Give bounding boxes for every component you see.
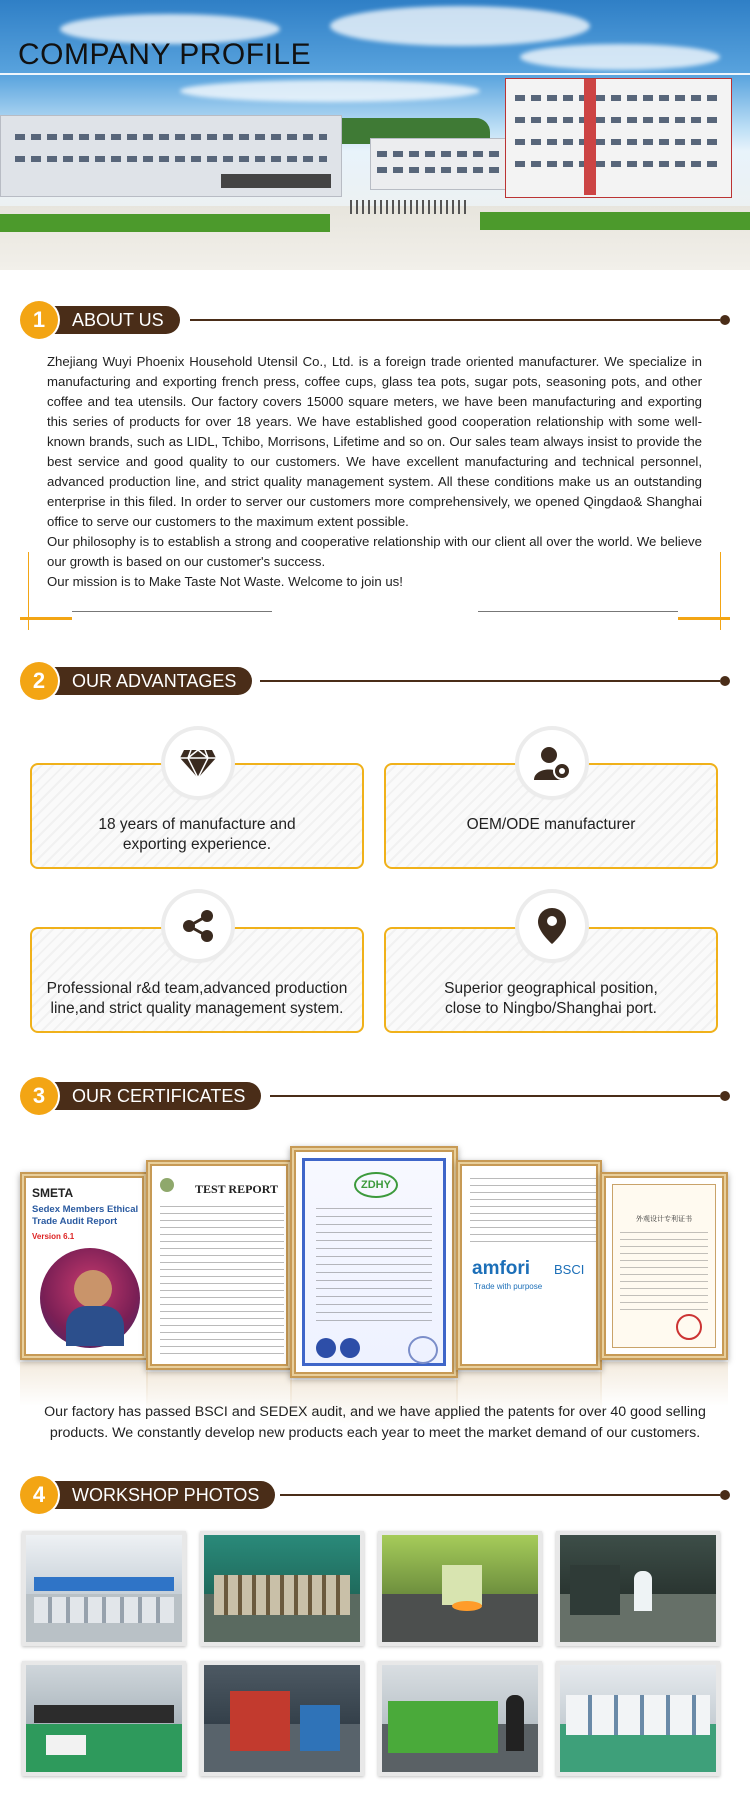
certificate-title: ZDHY (354, 1172, 398, 1198)
advantage-text: line,and strict quality management system. (50, 1000, 344, 1017)
user-gear-icon (519, 730, 585, 796)
section-header-certificates (20, 1076, 730, 1116)
caption-line: products. We constantly develop new products each year to meet the market demand of our customers. (49, 1425, 701, 1441)
certificate-title: amfori (472, 1258, 531, 1279)
certificate-zdhy (290, 1146, 458, 1378)
about-paragraph: Zhejiang Wuyi Phoenix Household Utensil Co., Ltd. is a foreign trade oriented manufacturer. We specialize in manufacturing and exporting french press, coffee cups, glass tea pots, sugar pots, seasoning pots, and other coffee and tea utensils. Our factory covers 15000 square meters, we have been manufacturing and exporting this series of products for over 18 years. We have established good cooperation relationship with some well-known brands, such as LIDL, Tchibo, Morrisons, Lifetime and so on. Our sales team always insist to provide the best service and good quality to our customers. We have excellent manufacturing and technical personnel, advanced production line, and strict quality management system. All these conditions make us an outstanding enterprise in this filed. In order to server our customers more comprehensively, we opened Qingdao& Shanghai office to serve our customers to the maximum extent possible. (47, 354, 702, 529)
certificate-badge: BSCI (554, 1262, 585, 1277)
section-title: OUR CERTIFICATES (50, 1082, 261, 1110)
certificate-title: TEST REPORT (194, 1182, 278, 1196)
workshop-photo (22, 1661, 186, 1776)
advantage-text: close to Ningbo/Shanghai port. (445, 1000, 657, 1017)
certificate-version: Version 6.1 (32, 1232, 75, 1241)
section-number: 3 (20, 1077, 58, 1115)
section-number: 2 (20, 662, 58, 700)
advantage-text: OEM/ODE manufacturer (466, 816, 636, 833)
advantage-text: exporting experience. (122, 836, 272, 853)
advantage-text: Professional r&d team,advanced production (46, 980, 348, 997)
diamond-icon (165, 730, 231, 796)
about-paragraph: Our philosophy is to establish a strong and cooperative relationship with our client all over the world. We believe our growth is based on our customer's success. (47, 534, 702, 569)
factory-building-left (0, 115, 342, 197)
section-title: ABOUT US (50, 306, 180, 334)
section-header-about (20, 300, 730, 340)
advantage-text: Superior geographical position, (444, 980, 658, 997)
certificate-smeta (20, 1172, 148, 1360)
certificate-tagline: Trade with purpose (474, 1282, 543, 1291)
certificate-title: 外观设计专利证书 (636, 1215, 692, 1223)
workshop-photo (378, 1661, 542, 1776)
certificate-test-report (146, 1160, 292, 1370)
about-text (47, 352, 702, 592)
workshop-photo (556, 1531, 720, 1646)
section-title: OUR ADVANTAGES (50, 667, 252, 695)
workshop-photo (22, 1531, 186, 1646)
workshop-photo (200, 1661, 364, 1776)
share-icon (165, 893, 231, 959)
section-number: 1 (20, 301, 58, 339)
certificate-amfori-bsci (456, 1160, 602, 1370)
certificates-caption (40, 1402, 710, 1444)
factory-building-right (505, 78, 732, 198)
certificate-patent (600, 1172, 728, 1360)
advantage-text: 18 years of manufacture and (98, 816, 296, 833)
section-header-workshop (20, 1475, 730, 1515)
page-title: COMPANY PROFILE (18, 38, 312, 71)
about-paragraph: Our mission is to Make Taste Not Waste. Welcome to join us! (47, 574, 403, 589)
factory-building-middle (370, 138, 512, 190)
section-number: 4 (20, 1476, 58, 1514)
certificate-subtitle: Sedex Members Ethical Trade Audit Report (32, 1204, 139, 1227)
hero-banner (0, 0, 750, 270)
section-header-advantages (20, 661, 730, 701)
section-title: WORKSHOP PHOTOS (50, 1481, 275, 1509)
workshop-photo (556, 1661, 720, 1776)
workshop-photo (200, 1531, 364, 1646)
caption-line: Our factory has passed BSCI and SEDEX audit, and we have applied the patents for over 40 good selling (44, 1404, 706, 1420)
workshop-photo (378, 1531, 542, 1646)
location-pin-icon (519, 893, 585, 959)
certificate-title: SMETA (32, 1186, 74, 1200)
